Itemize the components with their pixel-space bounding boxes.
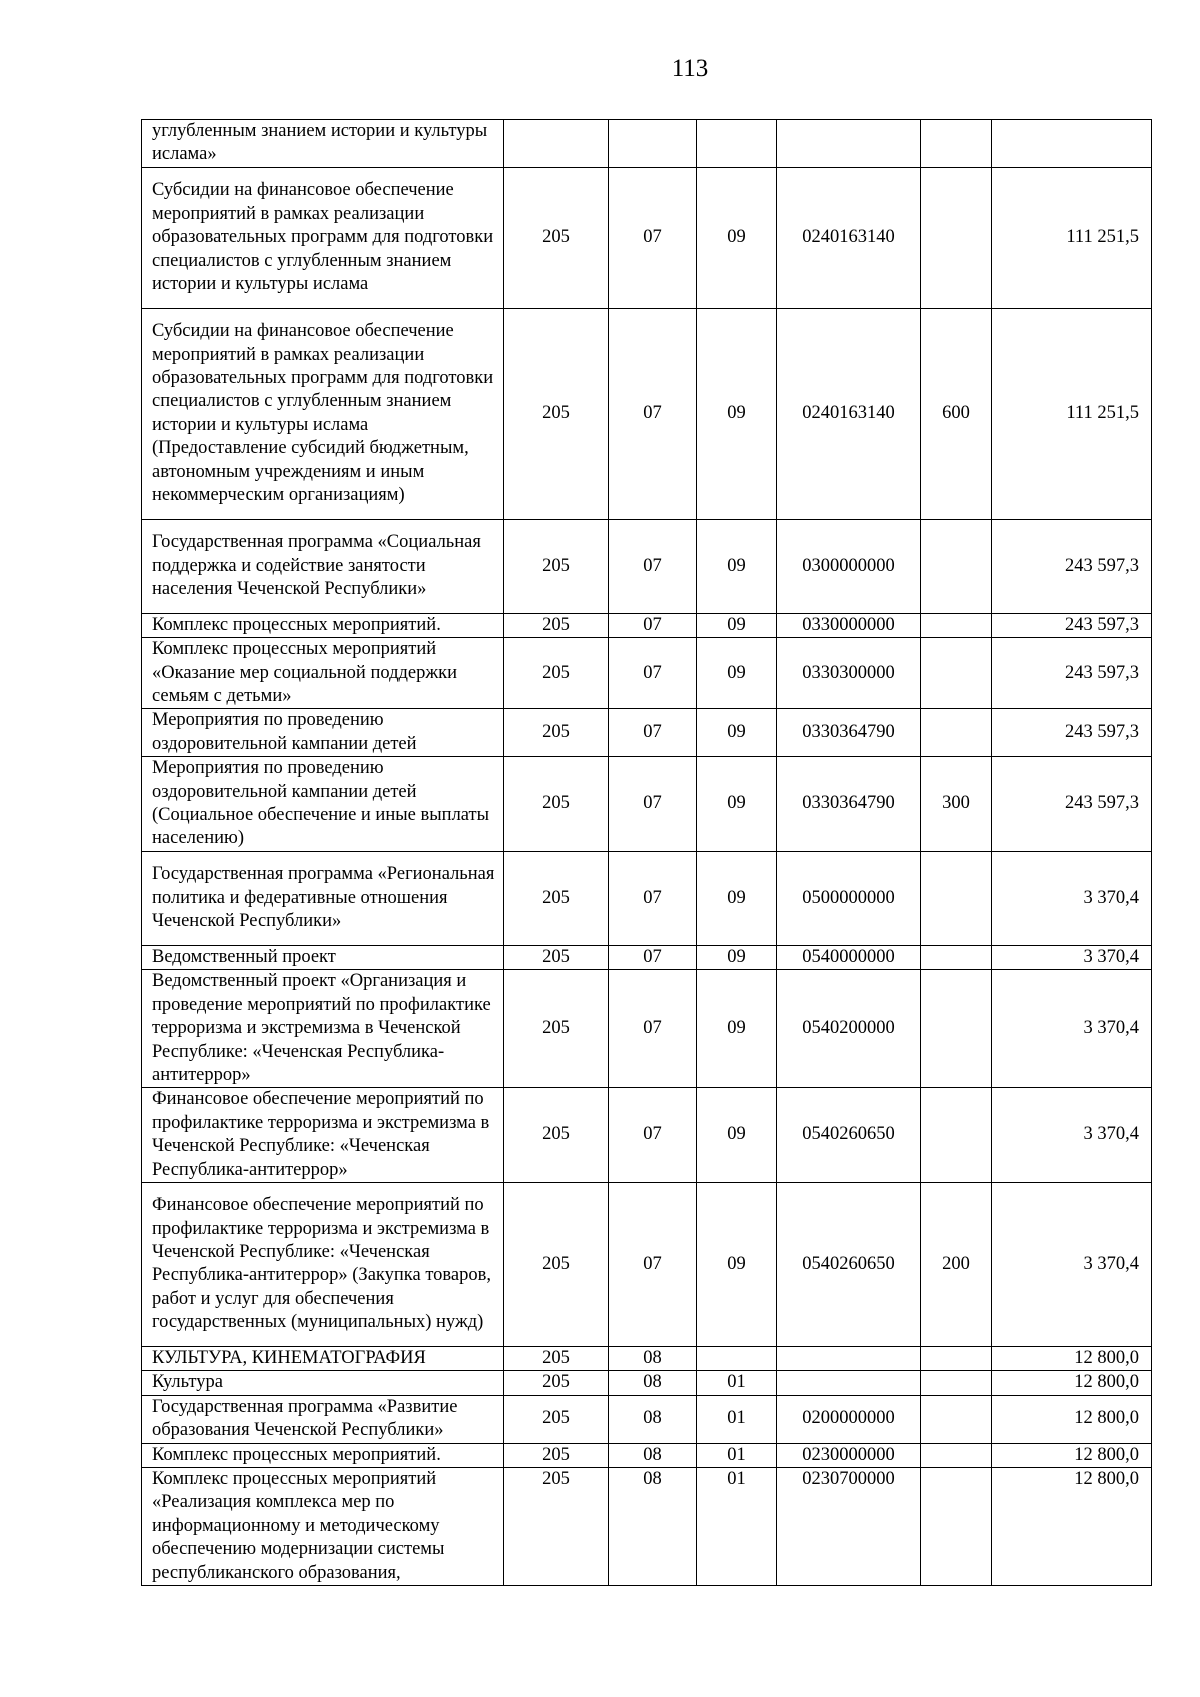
target-code: 0500000000 [777, 851, 921, 945]
admin-code: 205 [504, 1346, 609, 1370]
row-name: Комплекс процессных мероприятий «Реализация комплекса мер по информационному и методическому обеспечению модернизации системы республиканского образования, [142, 1467, 504, 1585]
subsection-code: 09 [697, 945, 777, 969]
target-code: 0540260650 [777, 1182, 921, 1346]
admin-code: 205 [504, 519, 609, 613]
section-code: 07 [609, 851, 697, 945]
table-row [142, 1371, 1152, 1395]
row-name: Мероприятия по проведению оздоровительной кампании детей (Социальное обеспечение и иные выплаты населению) [142, 757, 504, 852]
table-row [142, 613, 1152, 637]
expense-type [921, 1467, 992, 1585]
section-code: 07 [609, 757, 697, 852]
admin-code: 205 [504, 613, 609, 637]
expense-type [921, 1395, 992, 1443]
subsection-code: 01 [697, 1443, 777, 1467]
section-code: 08 [609, 1467, 697, 1585]
row-name: Субсидии на финансовое обеспечение мероприятий в рамках реализации образовательных программ для подготовки специалистов с углубленным знанием истории и культуры ислама (Предоставление субсидий бюджетным, автономным учреждениям и иным некоммерческим организациям) [142, 308, 504, 519]
target-code: 0300000000 [777, 519, 921, 613]
section-code: 07 [609, 613, 697, 637]
admin-code: 205 [504, 970, 609, 1088]
subsection-code: 09 [697, 970, 777, 1088]
subsection-code: 01 [697, 1371, 777, 1395]
target-code: 0230700000 [777, 1467, 921, 1585]
target-code: 0240163140 [777, 308, 921, 519]
expense-type [921, 851, 992, 945]
admin-code: 205 [504, 1182, 609, 1346]
expense-type [921, 945, 992, 969]
table-row [142, 757, 1152, 852]
target-code: 0540260650 [777, 1088, 921, 1183]
section-code: 08 [609, 1395, 697, 1443]
target-code: 0540200000 [777, 970, 921, 1088]
table-row [142, 851, 1152, 945]
admin-code: 205 [504, 1467, 609, 1585]
table-row [142, 638, 1152, 709]
admin-code: 205 [504, 945, 609, 969]
admin-code: 205 [504, 709, 609, 757]
section-code: 07 [609, 519, 697, 613]
amount: 111 251,5 [992, 308, 1152, 519]
amount: 12 800,0 [992, 1371, 1152, 1395]
amount: 3 370,4 [992, 970, 1152, 1088]
table-row [142, 945, 1152, 969]
section-code: 07 [609, 1182, 697, 1346]
row-name: КУЛЬТУРА, КИНЕМАТОГРАФИЯ [142, 1346, 504, 1370]
admin-code: 205 [504, 1088, 609, 1183]
section-code: 07 [609, 167, 697, 308]
expense-type [921, 709, 992, 757]
expense-type: 300 [921, 757, 992, 852]
subsection-code: 09 [697, 851, 777, 945]
admin-code [504, 120, 609, 168]
target-code: 0240163140 [777, 167, 921, 308]
subsection-code: 09 [697, 308, 777, 519]
table-row [142, 970, 1152, 1088]
amount: 243 597,3 [992, 613, 1152, 637]
section-code: 08 [609, 1346, 697, 1370]
amount: 243 597,3 [992, 709, 1152, 757]
row-name: Комплекс процессных мероприятий «Оказание мер социальной поддержки семьям с детьми» [142, 638, 504, 709]
amount: 243 597,3 [992, 638, 1152, 709]
section-code: 07 [609, 709, 697, 757]
target-code: 0330300000 [777, 638, 921, 709]
row-name: Субсидии на финансовое обеспечение мероприятий в рамках реализации образовательных программ для подготовки специалистов с углубленным знанием истории и культуры ислама [142, 167, 504, 308]
subsection-code [697, 1346, 777, 1370]
amount: 3 370,4 [992, 1088, 1152, 1183]
target-code: 0230000000 [777, 1443, 921, 1467]
table-row [142, 1467, 1152, 1585]
row-name: Мероприятия по проведению оздоровительной кампании детей [142, 709, 504, 757]
admin-code: 205 [504, 851, 609, 945]
expense-type [921, 1443, 992, 1467]
amount: 243 597,3 [992, 757, 1152, 852]
section-code: 07 [609, 638, 697, 709]
table-row [142, 1395, 1152, 1443]
table-row [142, 167, 1152, 308]
subsection-code: 01 [697, 1395, 777, 1443]
expense-type: 200 [921, 1182, 992, 1346]
admin-code: 205 [504, 1443, 609, 1467]
amount: 111 251,5 [992, 167, 1152, 308]
expense-type [921, 970, 992, 1088]
table-row [142, 308, 1152, 519]
subsection-code: 09 [697, 1088, 777, 1183]
expense-type [921, 613, 992, 637]
amount: 3 370,4 [992, 851, 1152, 945]
row-name: Ведомственный проект «Организация и проведение мероприятий по профилактике терроризма и экстремизма в Чеченской Республике: «Чеченская Республика-антитеррор» [142, 970, 504, 1088]
section-code: 07 [609, 308, 697, 519]
expense-type [921, 519, 992, 613]
expense-type [921, 1371, 992, 1395]
row-name: Финансовое обеспечение мероприятий по профилактике терроризма и экстремизма в Чеченской Республике: «Чеченская Республика-антитеррор» [142, 1088, 504, 1183]
table-row [142, 1182, 1152, 1346]
table-row [142, 1443, 1152, 1467]
row-name: Государственная программа «Развитие образования Чеченской Республики» [142, 1395, 504, 1443]
amount: 243 597,3 [992, 519, 1152, 613]
row-name: Государственная программа «Региональная политика и федеративные отношения Чеченской Республики» [142, 851, 504, 945]
section-code: 08 [609, 1371, 697, 1395]
amount: 3 370,4 [992, 1182, 1152, 1346]
target-code [777, 120, 921, 168]
table-row [142, 1088, 1152, 1183]
amount: 12 800,0 [992, 1443, 1152, 1467]
subsection-code: 09 [697, 709, 777, 757]
budget-table [141, 119, 1152, 1586]
subsection-code: 09 [697, 1182, 777, 1346]
subsection-code: 09 [697, 613, 777, 637]
admin-code: 205 [504, 638, 609, 709]
admin-code: 205 [504, 1395, 609, 1443]
row-name: Культура [142, 1371, 504, 1395]
expense-type [921, 1088, 992, 1183]
expense-type [921, 167, 992, 308]
table-row [142, 1346, 1152, 1370]
target-code: 0330364790 [777, 757, 921, 852]
admin-code: 205 [504, 167, 609, 308]
admin-code: 205 [504, 308, 609, 519]
expense-type [921, 1346, 992, 1370]
subsection-code [697, 120, 777, 168]
row-name: углубленным знанием истории и культуры ислама» [142, 120, 504, 168]
section-code: 07 [609, 970, 697, 1088]
amount: 12 800,0 [992, 1467, 1152, 1585]
subsection-code: 09 [697, 638, 777, 709]
target-code: 0540000000 [777, 945, 921, 969]
amount: 12 800,0 [992, 1346, 1152, 1370]
target-code: 0200000000 [777, 1395, 921, 1443]
subsection-code: 09 [697, 757, 777, 852]
row-name: Финансовое обеспечение мероприятий по профилактике терроризма и экстремизма в Чеченской Республике: «Чеченская Республика-антитеррор» (Закупка товаров, работ и услуг для обеспечения государственных (муниципальных) нужд) [142, 1182, 504, 1346]
target-code [777, 1346, 921, 1370]
amount: 12 800,0 [992, 1395, 1152, 1443]
target-code: 0330000000 [777, 613, 921, 637]
table-row [142, 709, 1152, 757]
expense-type [921, 638, 992, 709]
subsection-code: 09 [697, 167, 777, 308]
expense-type: 600 [921, 308, 992, 519]
row-name: Государственная программа «Социальная поддержка и содействие занятости населения Чеченской Республики» [142, 519, 504, 613]
section-code: 08 [609, 1443, 697, 1467]
table-row [142, 519, 1152, 613]
subsection-code: 09 [697, 519, 777, 613]
target-code [777, 1371, 921, 1395]
admin-code: 205 [504, 1371, 609, 1395]
table-row [142, 120, 1152, 168]
section-code: 07 [609, 1088, 697, 1183]
target-code: 0330364790 [777, 709, 921, 757]
admin-code: 205 [504, 757, 609, 852]
page-number: 113 [671, 55, 709, 82]
subsection-code: 01 [697, 1467, 777, 1585]
row-name: Ведомственный проект [142, 945, 504, 969]
expense-type [921, 120, 992, 168]
row-name: Комплекс процессных мероприятий. [142, 1443, 504, 1467]
amount [992, 120, 1152, 168]
section-code: 07 [609, 945, 697, 969]
amount: 3 370,4 [992, 945, 1152, 969]
row-name: Комплекс процессных мероприятий. [142, 613, 504, 637]
section-code [609, 120, 697, 168]
